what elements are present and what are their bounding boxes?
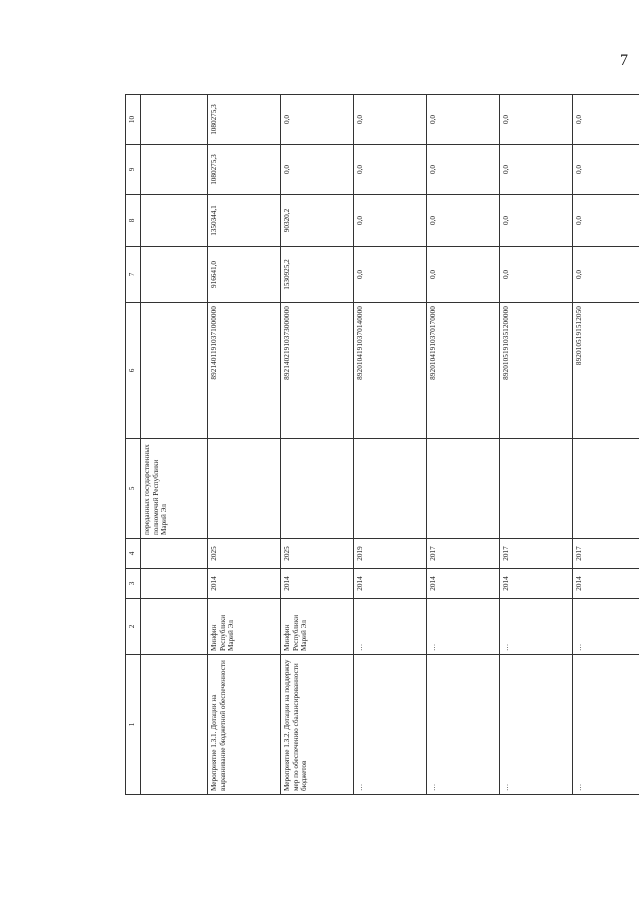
cell-budget-code: 89201051910351200000 — [500, 303, 573, 439]
cell-executor: … — [573, 599, 639, 655]
cell-amount: 0,0 — [427, 95, 500, 145]
cell-amount: 0,0 — [573, 247, 639, 303]
cell-amount: 90320,2 — [281, 195, 354, 247]
column-header: 7 — [126, 247, 141, 303]
column-header: 9 — [126, 145, 141, 195]
cell-budget-code: 89214021910373000000 — [281, 303, 354, 439]
column-number-row — [126, 95, 141, 795]
rotated-table-sheet — [125, 95, 639, 795]
cell-amount: 0,0 — [573, 95, 639, 145]
table-row — [573, 95, 639, 795]
cell-start-year: 2014 — [500, 569, 573, 599]
cell-executor: … — [354, 599, 427, 655]
cell-amount: 0,0 — [281, 145, 354, 195]
cell-amount: 0,0 — [354, 95, 427, 145]
cell-executor: Минфин Республики Марий Эл — [208, 599, 281, 655]
cell-amount: 0,0 — [500, 195, 573, 247]
cell-amount: 1530925,2 — [281, 247, 354, 303]
cell-activity: … — [573, 655, 639, 795]
cell-amount: 1080275,3 — [208, 95, 281, 145]
cell-activity: Мероприятие 1.3.2. Дотации на поддержку мер по обеспечению сбалансированности бюджетов — [281, 655, 354, 795]
cell-budget-code: 89214011910371000000 — [208, 303, 281, 439]
cell-amount: 1350344,1 — [208, 195, 281, 247]
column-header: 10 — [126, 95, 141, 145]
cell-end-year: 2017 — [573, 539, 639, 569]
cell-source — [500, 439, 573, 539]
cell-start-year: 2014 — [573, 569, 639, 599]
cell-end-year: 2017 — [500, 539, 573, 569]
cell-budget-code: 8920105191512050 — [573, 303, 639, 439]
cell-amount: 0,0 — [427, 247, 500, 303]
cell-source — [354, 439, 427, 539]
cell-amount: 0,0 — [354, 195, 427, 247]
continuation-row — [141, 95, 208, 795]
cell-start-year: 2014 — [281, 569, 354, 599]
table-row — [208, 95, 281, 795]
cell-end-year: 2025 — [281, 539, 354, 569]
cell-end-year: 2025 — [208, 539, 281, 569]
cell-source — [281, 439, 354, 539]
cell-start-year: 2014 — [427, 569, 500, 599]
cell-amount: 0,0 — [281, 95, 354, 145]
cell-budget-code: 89201041910370170000 — [427, 303, 500, 439]
cell-amount: 0,0 — [500, 95, 573, 145]
cell-amount: 0,0 — [500, 145, 573, 195]
cell-executor: … — [427, 599, 500, 655]
table-row — [354, 95, 427, 795]
cell-activity: … — [500, 655, 573, 795]
cell-amount: 916641,0 — [208, 247, 281, 303]
page-number: 7 — [620, 52, 628, 69]
cell-activity: Мероприятие 1.3.1. Дотации на выравнивание бюджетной обеспеченности — [208, 655, 281, 795]
cell-amount: 0,0 — [573, 145, 639, 195]
cell-amount: 0,0 — [427, 195, 500, 247]
cell-amount: 0,0 — [354, 247, 427, 303]
column-header: 2 — [126, 599, 141, 655]
cell-activity: … — [354, 655, 427, 795]
cell-amount: 0,0 — [573, 195, 639, 247]
cell-end-year: 2017 — [427, 539, 500, 569]
table-row — [500, 95, 573, 795]
cell-executor: … — [500, 599, 573, 655]
table-body — [208, 95, 639, 795]
table-row — [427, 95, 500, 795]
cell-start-year: 2014 — [354, 569, 427, 599]
cell-end-year: 2019 — [354, 539, 427, 569]
cell-start-year: 2014 — [208, 569, 281, 599]
cell-amount: 0,0 — [354, 145, 427, 195]
column-header: 3 — [126, 569, 141, 599]
cell-amount: 0,0 — [500, 247, 573, 303]
cell-source — [573, 439, 639, 539]
budget-activities-table — [125, 94, 639, 795]
cell-budget-code: 89201041910370140000 — [354, 303, 427, 439]
cell-executor: Минфин Республики Марий Эл — [281, 599, 354, 655]
cell-amount: 0,0 — [427, 145, 500, 195]
cell-amount: 1080275,3 — [208, 145, 281, 195]
column-header: 1 — [126, 655, 141, 795]
cell-activity: … — [427, 655, 500, 795]
table-row — [281, 95, 354, 795]
cell-source — [208, 439, 281, 539]
cell-continuation: переданных государственных полномочий Республики Марий Эл — [141, 439, 208, 539]
cell-source — [427, 439, 500, 539]
column-header: 5 — [126, 439, 141, 539]
column-header: 6 — [126, 303, 141, 439]
column-header: 4 — [126, 539, 141, 569]
column-header: 8 — [126, 195, 141, 247]
